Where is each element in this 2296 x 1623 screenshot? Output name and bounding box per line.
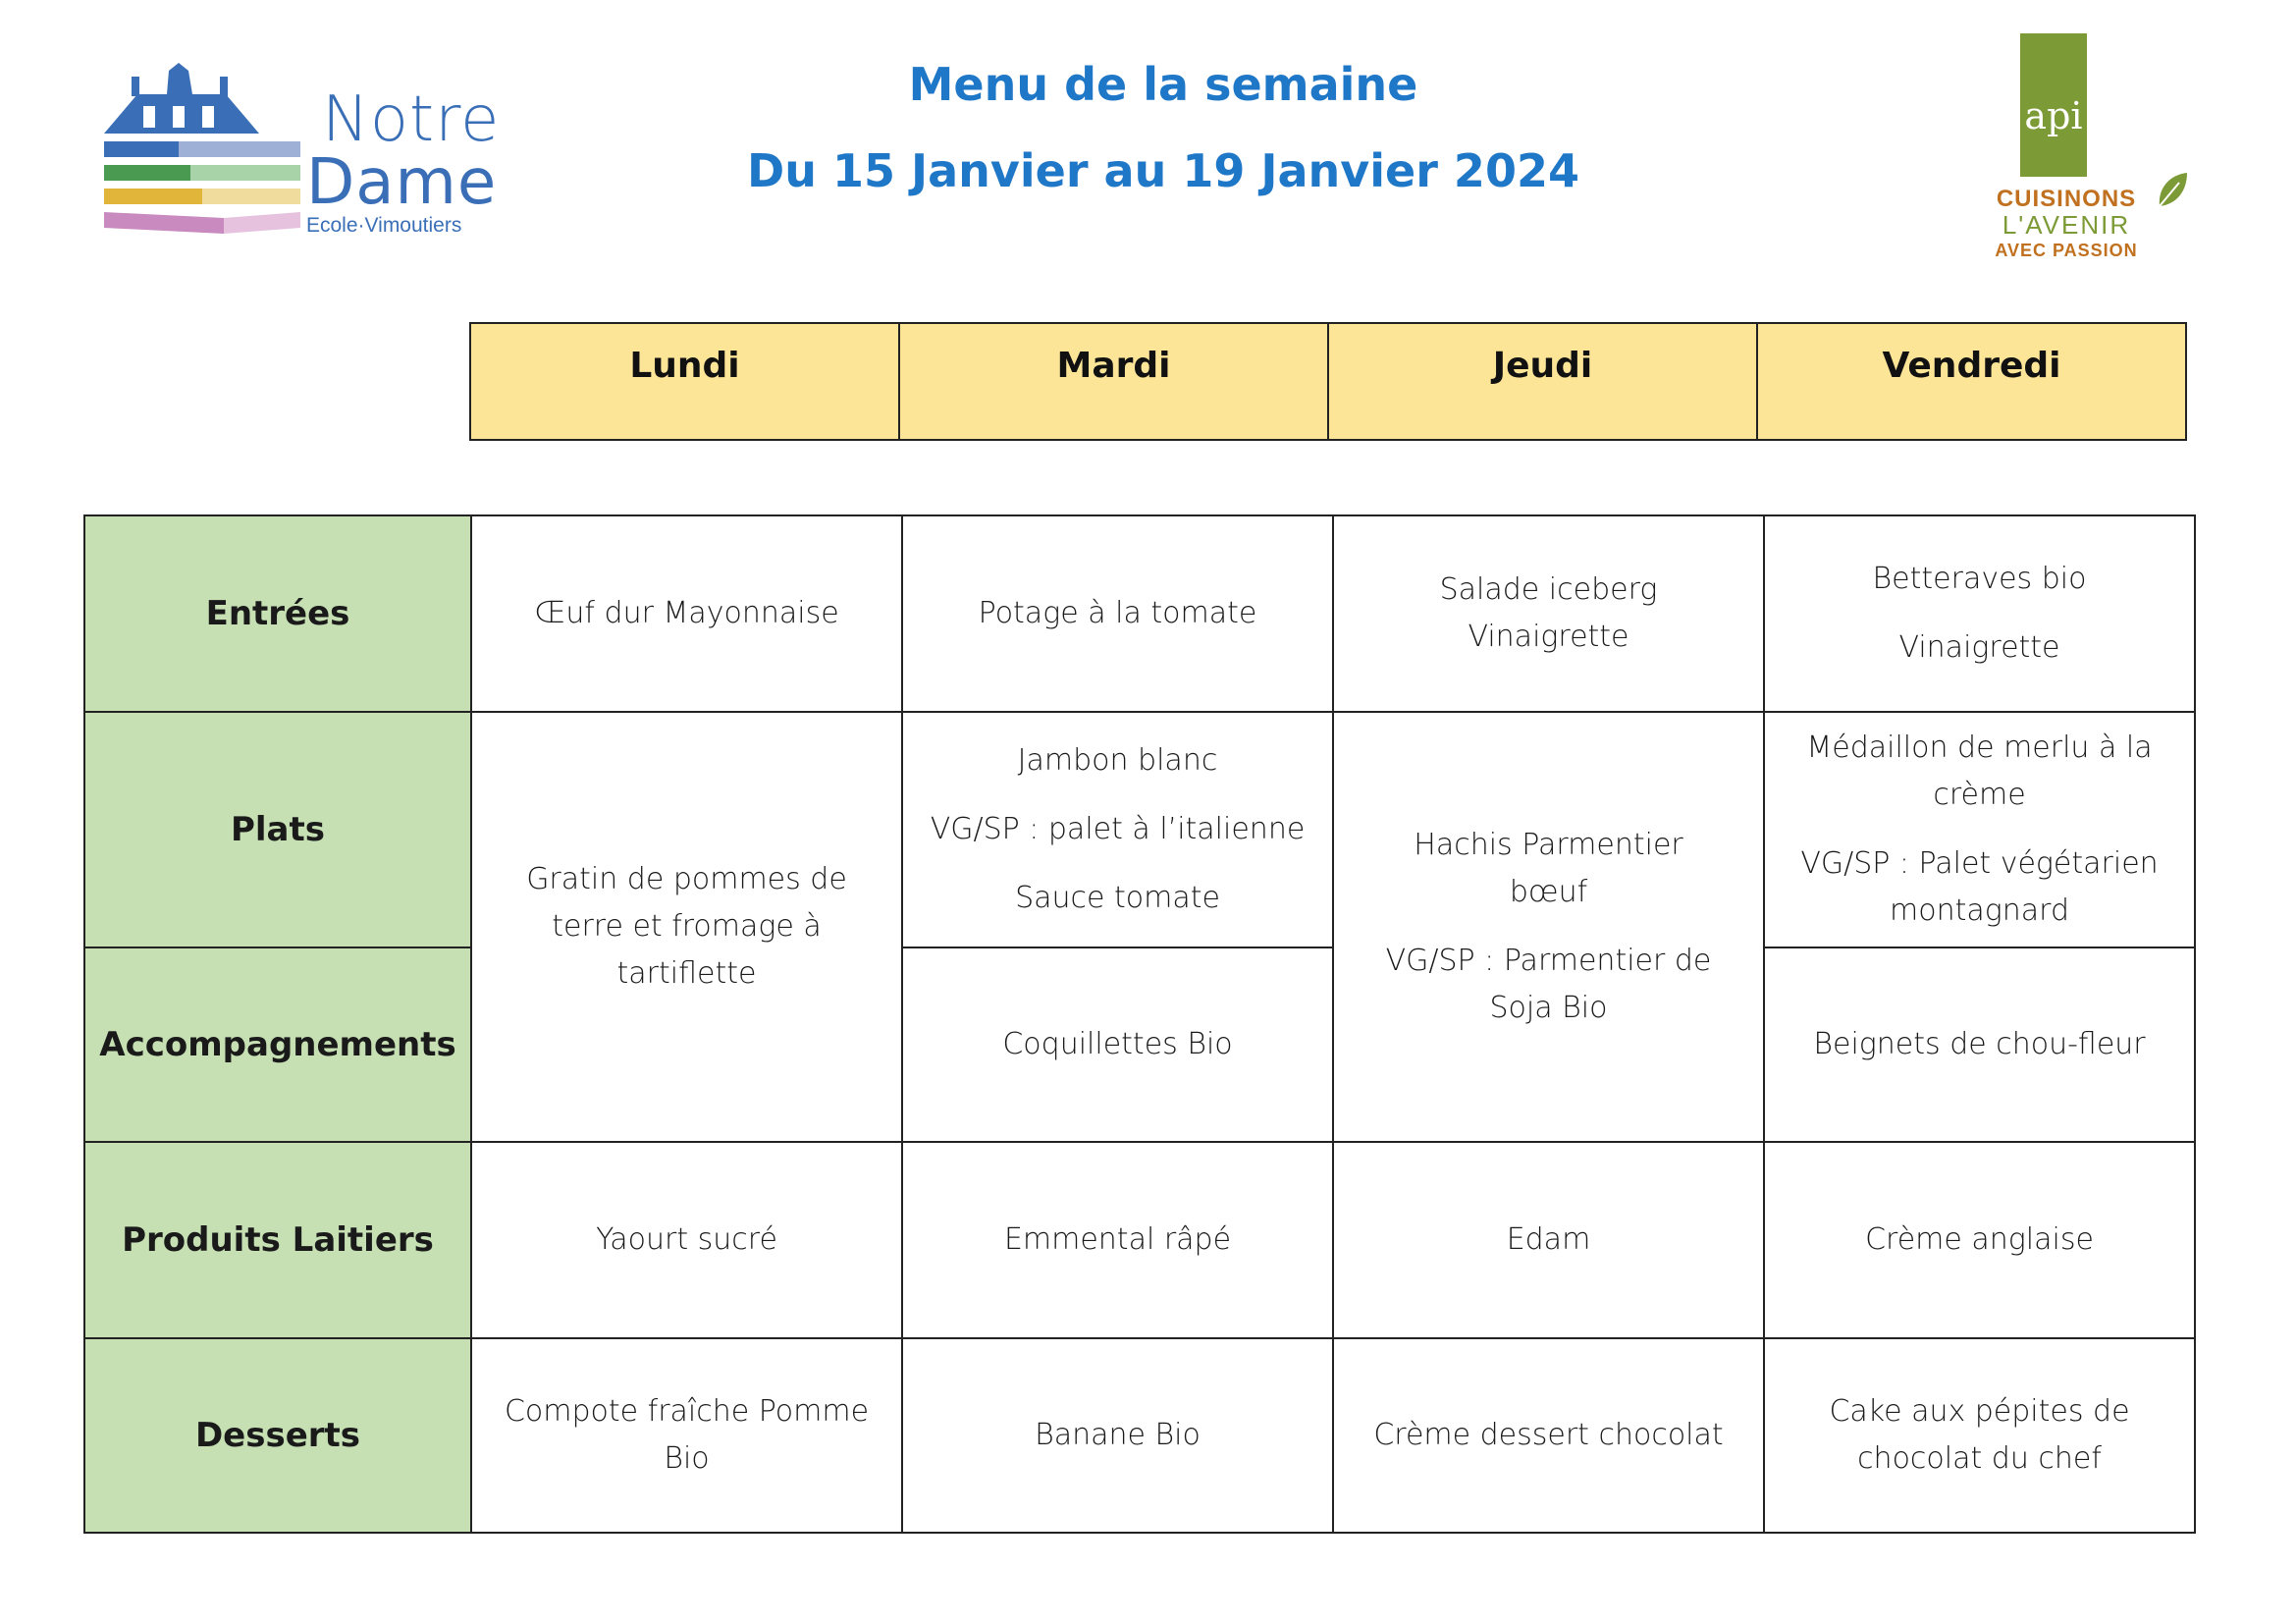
api-logo — [1963, 33, 2189, 269]
entrees-mardi: Potage à la tomate — [902, 515, 1333, 712]
category-laitiers: Produits Laitiers — [84, 1142, 471, 1338]
title-line-2: Du 15 Janvier au 19 Janvier 2024 — [747, 144, 1579, 197]
category-accompagnements: Accompagnements — [84, 947, 471, 1142]
slogan-line-3: AVEC PASSION — [1995, 241, 2138, 260]
desserts-mardi: Banane Bio — [902, 1338, 1333, 1533]
plats-lundi: Gratin de pommes de terre et fromage à tartiflette — [471, 712, 902, 1142]
table-row — [84, 1338, 2195, 1533]
accompagnements-mardi: Coquillettes Bio — [902, 947, 1333, 1142]
table-row — [84, 515, 2195, 712]
title-line-1: Menu de la semaine — [908, 58, 1418, 111]
laitiers-lundi: Yaourt sucré — [471, 1142, 902, 1338]
desserts-jeudi: Crème dessert chocolat — [1333, 1338, 1764, 1533]
laitiers-vendredi: Crème anglaise — [1764, 1142, 2195, 1338]
table-row — [84, 1142, 2195, 1338]
api-badge: api — [2020, 33, 2087, 177]
category-entrees: Entrées — [84, 515, 471, 712]
slogan-line-2: L'AVENIR — [2002, 210, 2131, 240]
desserts-lundi: Compote fraîche Pomme Bio — [471, 1338, 902, 1533]
logo-subtitle: Ecole·Vimoutiers — [306, 214, 462, 237]
laitiers-jeudi: Edam — [1333, 1142, 1764, 1338]
accompagnements-vendredi: Beignets de chou-fleur — [1764, 947, 2195, 1142]
table-row — [84, 712, 2195, 947]
desserts-vendredi: Cake aux pépites de chocolat du chef — [1764, 1338, 2195, 1533]
logo-word-dame: Dame — [306, 146, 498, 219]
day-header-table — [469, 322, 2187, 441]
category-plats: Plats — [84, 712, 471, 947]
notre-dame-logo — [98, 61, 501, 247]
entrees-jeudi: Salade iceberg Vinaigrette — [1333, 515, 1764, 712]
laitiers-mardi: Emmental râpé — [902, 1142, 1333, 1338]
day-vendredi: Vendredi — [1757, 323, 2186, 440]
logo-word-notre: Notre — [322, 83, 501, 156]
menu-table — [83, 514, 2196, 1534]
page-title — [628, 55, 1698, 200]
plats-vendredi: Médaillon de merlu à la crème VG/SP : Palet végétarien montagnard — [1764, 712, 2195, 947]
category-desserts: Desserts — [84, 1338, 471, 1533]
api-slogan — [1963, 187, 2169, 263]
day-mardi: Mardi — [899, 323, 1328, 440]
day-lundi: Lundi — [470, 323, 899, 440]
entrees-lundi: Œuf dur Mayonnaise — [471, 515, 902, 712]
entrees-vendredi: Betteraves bio Vinaigrette — [1764, 515, 2195, 712]
slogan-line-1: CUISINONS — [1996, 186, 2137, 212]
plats-mardi: Jambon blanc VG/SP : palet à l’italienne Sauce tomate — [902, 712, 1333, 947]
table-row — [84, 947, 2195, 1142]
school-building-icon — [98, 61, 304, 247]
plats-jeudi: Hachis Parmentier bœuf VG/SP : Parmentier de Soja Bio — [1333, 712, 1764, 1142]
day-jeudi: Jeudi — [1328, 323, 1757, 440]
